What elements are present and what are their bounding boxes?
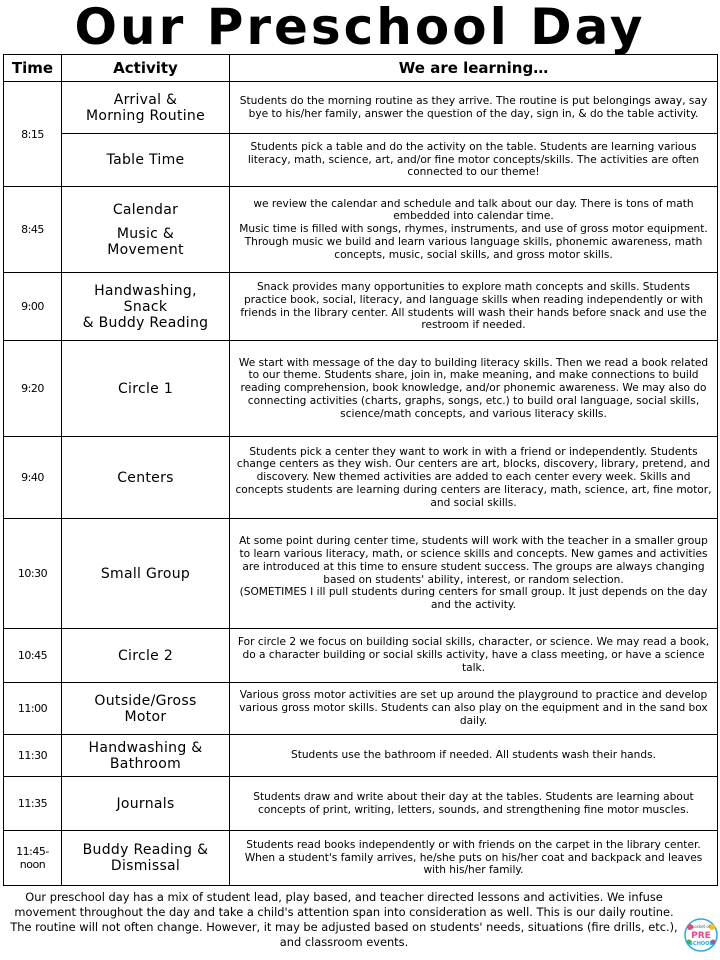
table-row [4, 735, 718, 777]
learning-cell: Students draw and write about their day at the tables. Students are learning about concepts of print, writing, letters, sounds, and strengthening fine motor muscles. [230, 777, 718, 831]
activity-name-2: Music & Movement [107, 225, 184, 258]
learning-cell: Students read books independently or with friends on the carpet in the library center. When a student's family arrives, he/she puts on his/her coat and backpack and leaves with his/her family. [230, 831, 718, 886]
activity-cell: Circle 2 [62, 629, 230, 683]
time-cell: 10:45 [4, 629, 62, 683]
activity-cell: Handwashing, Snack & Buddy Reading [62, 273, 230, 341]
header-activity: Activity [62, 55, 230, 82]
time-cell: 9:00 [4, 273, 62, 341]
time-cell: 11:30 [4, 735, 62, 777]
table-row [4, 273, 718, 341]
activity-cell: Buddy Reading & Dismissal [62, 831, 230, 886]
time-cell: 9:20 [4, 341, 62, 437]
footer-note: Our preschool day has a mix of student lead, play based, and teacher directed lessons and activities. We infuse movement throughout the day and take a child's attention span into consideration as well. This is our daily routine. The routine will not often change. However, it may be adjusted based on students' needs, situations (fire drills, etc.), and classroom events. [10, 890, 678, 949]
learning-cell: We start with message of the day to building literacy skills. Then we read a book related to our theme. Students share, join in, make meaning, and make connections to build reading comprehension, book knowledge, and/or phonemic awareness. We may also do connecting activities (charts, graphs, songs, etc.) to build oral language, social skills, science/math concepts, and various literacy skills. [230, 341, 718, 437]
logo-text-top: pocket of [691, 924, 711, 929]
learning-cell: For circle 2 we focus on building social skills, character, or science. We may read a book, do a character building or social skills activity, have a class meeting, or have a science talk. [230, 629, 718, 683]
table-row [4, 777, 718, 831]
table-row [4, 187, 718, 273]
table-header-row [4, 55, 718, 82]
table-row [4, 519, 718, 629]
time-cell: 8:15 [4, 82, 62, 187]
logo-text-bottom: SCHOOL [689, 941, 713, 947]
activity-cell [62, 187, 230, 273]
header-time: Time [4, 55, 62, 82]
activity-cell: Arrival & Morning Routine [62, 82, 230, 134]
activity-cell: Outside/Gross Motor [62, 683, 230, 735]
page-title: Our Preschool Day [74, 0, 646, 56]
table-row [4, 683, 718, 735]
logo-text-main: PRE [691, 931, 711, 941]
table-row [4, 341, 718, 437]
learning-cell: Students pick a center they want to work in with a friend or independently. Students change centers as they wish. Our centers are art, blocks, discovery, library, pretend, and discovery. New themed activities are added to each center every week. Skills and concepts students are learning during centers are literacy, math, science, art, fine motor, and social skills. [230, 437, 718, 519]
learning-cell: Students use the bathroom if needed. All students wash their hands. [230, 735, 718, 777]
activity-cell: Small Group [62, 519, 230, 629]
header-learning: We are learning… [230, 55, 718, 82]
table-row [4, 134, 718, 187]
table-row [4, 831, 718, 886]
learning-cell: Various gross motor activities are set up around the playground to practice and develop various gross motor skills. Students can also play on the equipment and in the sand box daily. [230, 683, 718, 735]
activity-name: Calendar [112, 201, 179, 218]
table-row [4, 82, 718, 134]
learning-cell: At some point during center time, students will work with the teacher in a smaller group to learn various literacy, math, or science skills and concepts. New games and activities are introduced at this time to ensure student success. The groups are always changing based on students' ability, interest, or random selection. (SOMETIMES I ill pull students during centers for small group. It just depends on the day and the activity. [230, 519, 718, 629]
time-cell: 11:00 [4, 683, 62, 735]
table-row [4, 629, 718, 683]
learning-cell: Students do the morning routine as they arrive. The routine is put belongings away, say bye to his/her family, answer the question of the day, sign in, & do the table activity. [230, 82, 718, 134]
time-cell: 8:45 [4, 187, 62, 273]
time-cell: 10:30 [4, 519, 62, 629]
learning-cell: we review the calendar and schedule and talk about our day. There is tons of math embedded into calendar time. Music time is filled with songs, rhymes, instruments, and use of gross motor equipment. Through music we build and learn various language skills, phonemic awareness, math concepts, music, social skills, and gross motor skills. [230, 187, 718, 273]
activity-cell: Circle 1 [62, 341, 230, 437]
time-cell: 9:40 [4, 437, 62, 519]
activity-cell: Table Time [62, 134, 230, 187]
activity-cell: Handwashing & Bathroom [62, 735, 230, 777]
learning-cell: Students pick a table and do the activity on the table. Students are learning various literacy, math, science, art, and/or fine motor concepts/skills. The activities are often connected to our theme! [230, 134, 718, 187]
learning-cell: Snack provides many opportunities to explore math concepts and skills. Students practice book, social, literacy, and language skills when reading independently or with friends in the library center. All students will wash their hands before snack and use the restroom if needed. [230, 273, 718, 341]
pocket-of-preschool-logo [684, 918, 718, 952]
time-cell: 11:45- noon [4, 831, 62, 886]
time-cell: 11:35 [4, 777, 62, 831]
table-row [4, 437, 718, 519]
schedule-table [3, 54, 718, 886]
activity-cell: Journals [62, 777, 230, 831]
activity-cell: Centers [62, 437, 230, 519]
